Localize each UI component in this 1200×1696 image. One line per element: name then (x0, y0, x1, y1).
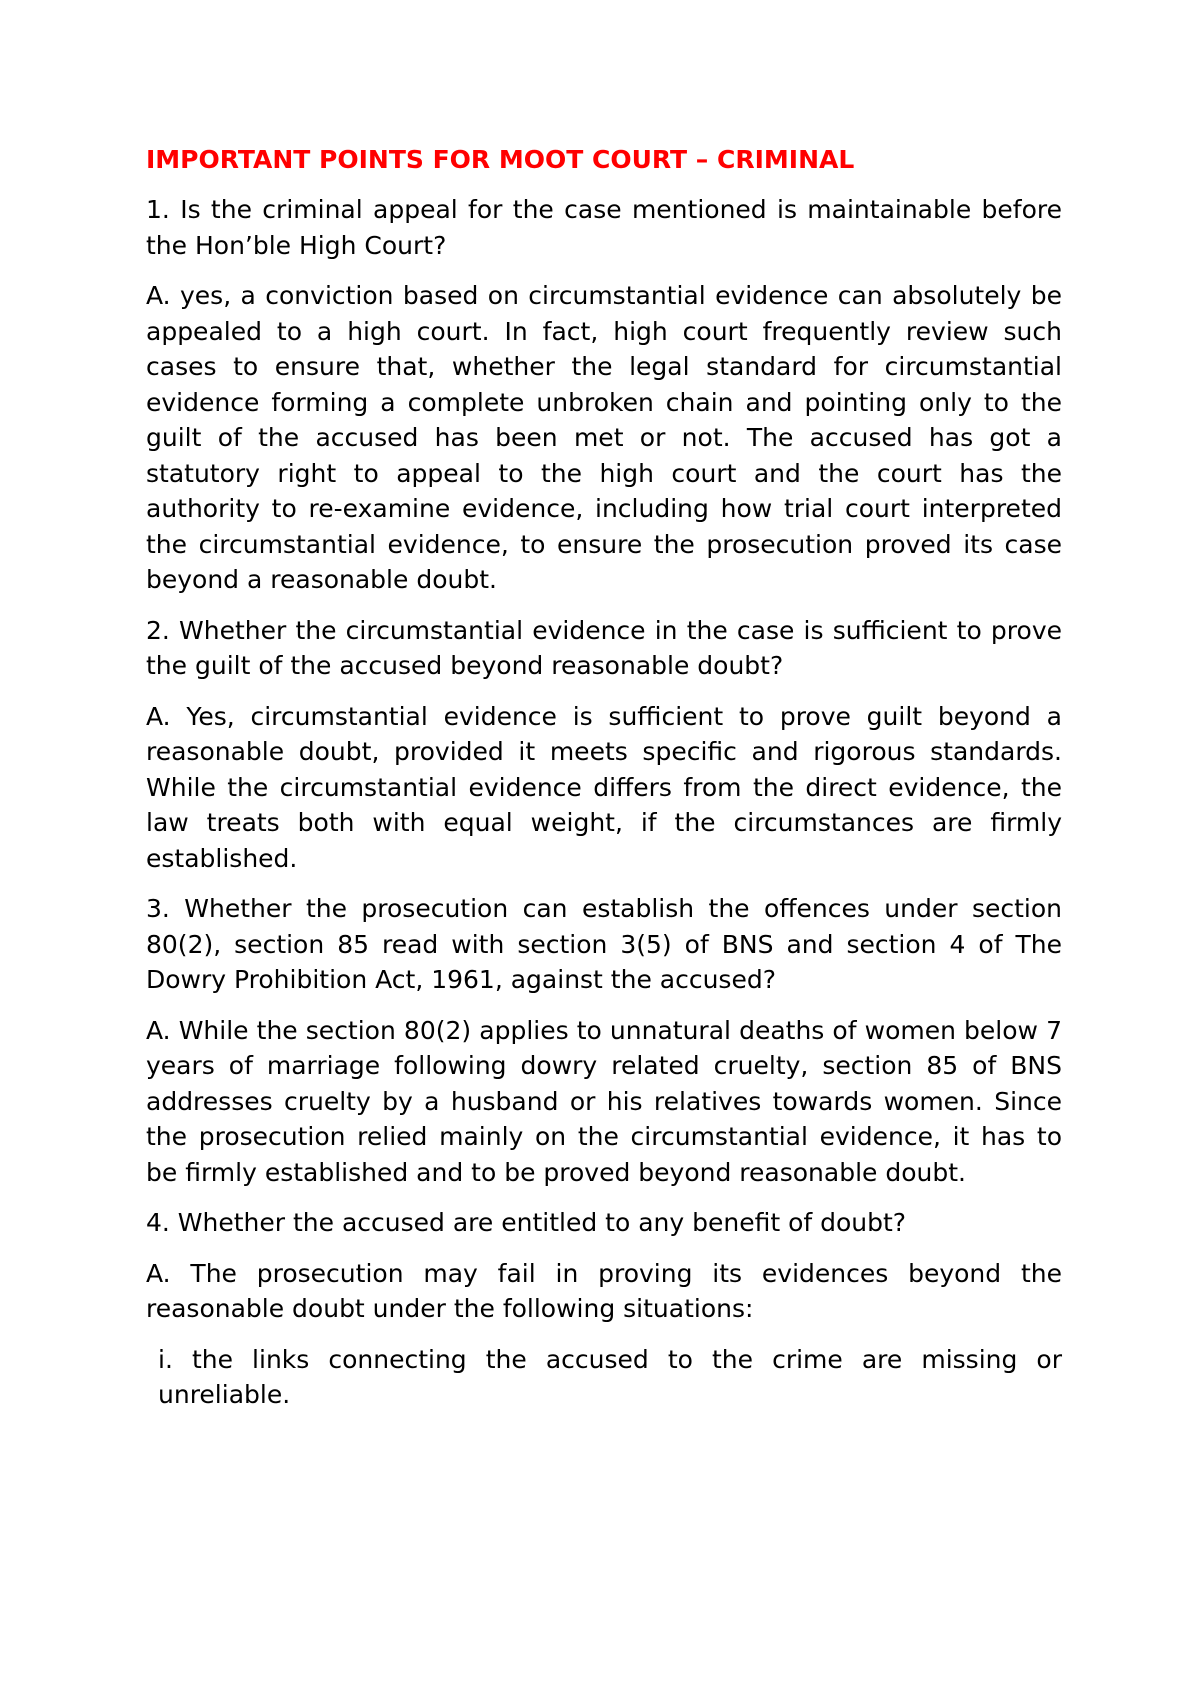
answer-2: A. Yes, circumstantial evidence is sufficient to prove guilt beyond a reasonable doubt, provided it meets specific and rigorous standards. While the circumstantial evidence differs from the direct evidence, the law treats both with equal weight, if the circumstances are firmly established. (146, 701, 1062, 873)
question-4: 4. Whether the accused are entitled to any benefit of doubt? (146, 1208, 907, 1237)
answer-4: A. The prosecution may fail in proving its evidences beyond the reasonable doubt under the following situations: (146, 1258, 1062, 1323)
answer-1: A. yes, a conviction based on circumstantial evidence can absolutely be appealed to a high court. In fact, high court frequently review such cases to ensure that, whether the legal standard for circumstantial evidence forming a complete unbroken chain and pointing only to the guilt of the accused has been met or not. The accused has got a statutory right to appeal to the high court and the court has the authority to re-examine evidence, including how trial court interpreted the circumstantial evidence, to ensure the prosecution proved its case beyond a reasonable doubt. (146, 281, 1062, 594)
question-3: 3. Whether the prosecution can establish the offences under section 80(2), section 85 read with section 3(5) of BNS and section 4 of The Dowry Prohibition Act, 1961, against the accused? (146, 894, 1062, 994)
document-title: IMPORTANT POINTS FOR MOOT COURT – CRIMINAL (146, 145, 855, 174)
document-body (146, 142, 1062, 1428)
question-2: 2. Whether the circumstantial evidence in the case is sufficient to prove the guilt of the accused beyond reasonable doubt? (146, 615, 1062, 680)
question-1: 1. Is the criminal appeal for the case mentioned is maintainable before the Hon’ble High Court? (146, 195, 1062, 260)
answer-4-point-i: i. the links connecting the accused to the crime are missing or unreliable. (158, 1344, 1062, 1409)
answer-3: A. While the section 80(2) applies to unnatural deaths of women below 7 years of marriage following dowry related cruelty, section 85 of BNS addresses cruelty by a husband or his relatives towards women. Since the prosecution relied mainly on the circumstantial evidence, it has to be firmly established and to be proved beyond reasonable doubt. (146, 1015, 1062, 1187)
